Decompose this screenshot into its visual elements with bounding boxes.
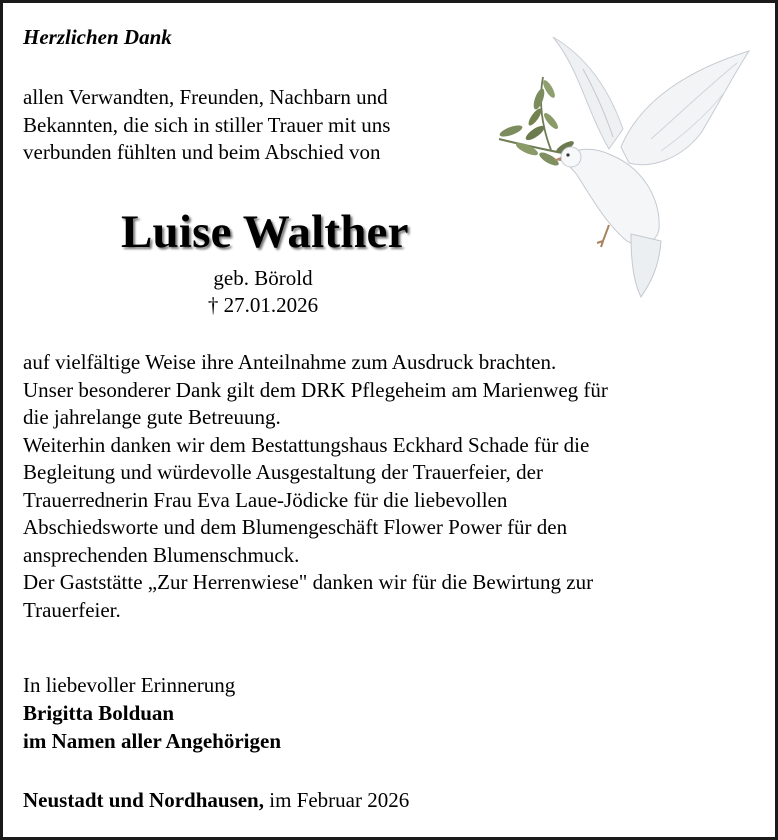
place-and-date [23, 787, 409, 815]
date-text: im Februar 2026 [264, 788, 410, 812]
body-line: die jahrelange gute Betreuung. [23, 405, 281, 429]
intro-line: Bekannten, die sich in stiller Trauer mit uns [23, 112, 391, 137]
body-line: Trauerfeier. [23, 597, 121, 622]
intro-line: allen Verwandten, Freunden, Nachbarn und [23, 85, 388, 109]
birth-name: geb. Börold [213, 266, 313, 290]
deceased-name: Luise Walther [121, 206, 409, 258]
signature-relation: im Namen aller Angehörigen [23, 728, 282, 753]
closing-text: In liebevoller Erinnerung [23, 673, 236, 697]
body-line: Trauerrednerin Frau Eva Laue-Jödicke für die liebevollen [23, 487, 508, 512]
body-line: auf vielfältige Weise ihre Anteilnahme zum Ausdruck brachten. [23, 350, 557, 374]
body-line: ansprechenden Blumenschmuck. [23, 542, 300, 567]
dove-with-olive-branch-icon [491, 29, 753, 301]
body-line: Der Gaststätte „Zur Herrenwiese" danken wir für die Bewirtung zur [23, 570, 594, 594]
signature-name: Brigitta Bolduan [23, 701, 175, 725]
body-line: Unser besonderer Dank gilt dem DRK Pflegeheim am Marienweg für [23, 377, 608, 402]
body-line: Begleitung und würdevolle Ausgestaltung der Trauerfeier, der [23, 460, 543, 484]
signature [23, 700, 281, 755]
body-line: Weiterhin danken wir dem Bestattungshaus Eckhard Schade für die [23, 432, 590, 457]
death-date: † 27.01.2026 [207, 293, 319, 317]
intro-line: verbunden fühlten und beim Abschied von [23, 140, 381, 164]
heading: Herzlichen Dank [23, 25, 172, 49]
body-text [23, 349, 608, 624]
intro-text [23, 84, 390, 167]
body-line: Abschiedsworte und dem Blumengeschäft Flower Power für den [23, 515, 568, 539]
place-name: Neustadt und Nordhausen, [23, 788, 264, 812]
